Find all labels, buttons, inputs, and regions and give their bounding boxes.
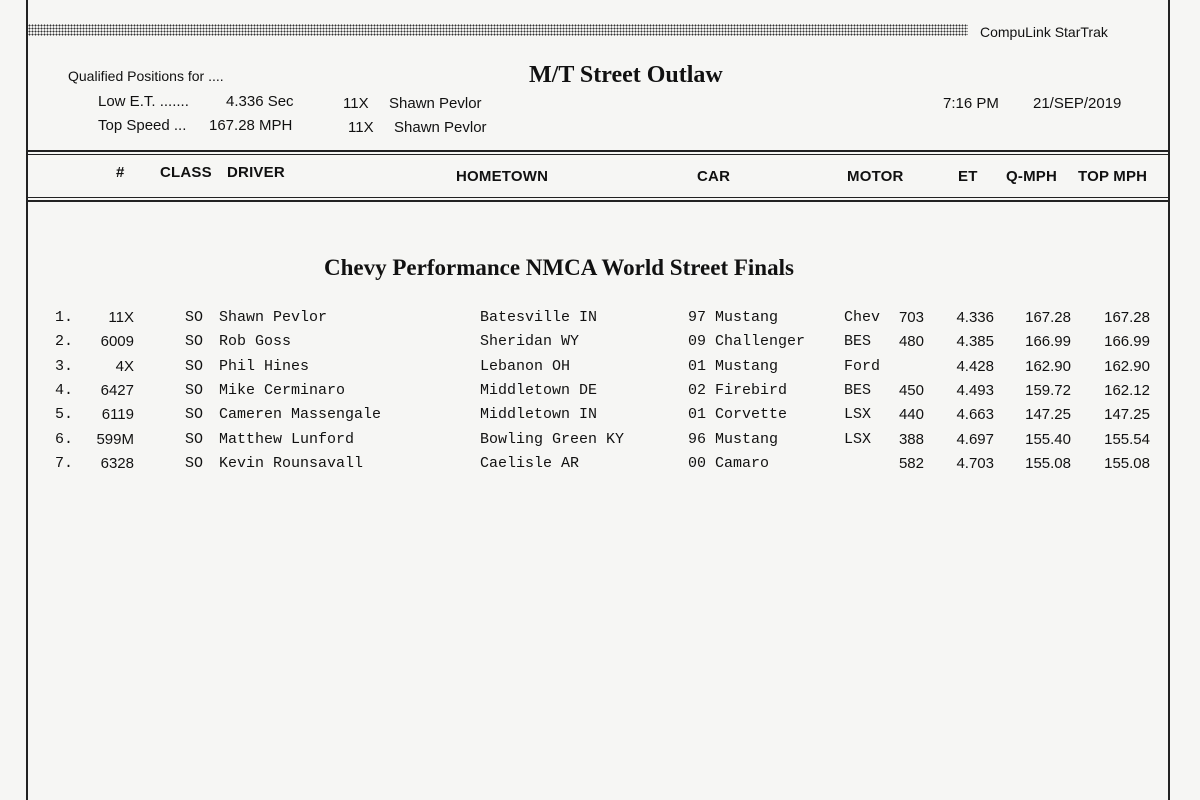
row-hometown: Bowling Green KY [480, 430, 625, 448]
row-position: 6. [55, 430, 74, 448]
row-q-mph: 166.99 [1025, 333, 1071, 351]
report-date: 21/SEP/2019 [1033, 95, 1122, 112]
top-speed-label: Top Speed ... [98, 117, 187, 134]
row-top-mph: 147.25 [1104, 406, 1150, 424]
row-q-mph: 147.25 [1025, 406, 1071, 424]
row-class: SO [185, 381, 204, 399]
row-class: SO [185, 309, 204, 326]
row-position: 3. [55, 357, 74, 375]
low-et-label: Low E.T. ....... [98, 93, 189, 110]
row-motor-number: 440 [898, 406, 924, 424]
col-header-hometown: HOMETOWN [456, 168, 549, 185]
row-class: SO [185, 357, 204, 375]
row-hometown: Batesville IN [480, 309, 598, 326]
row-position: 2. [55, 333, 74, 351]
row-motor: Ford [844, 357, 881, 375]
dotted-rule [28, 24, 968, 36]
row-et: 4.663 [956, 406, 994, 424]
row-driver: Shawn Pevlor [219, 309, 328, 326]
row-position: 7. [55, 454, 74, 472]
col-header-q-mph: Q-MPH [1006, 168, 1057, 185]
row-car: 09 Challenger [688, 333, 806, 351]
qualified-label: Qualified Positions for .... [68, 68, 224, 84]
row-motor-number: 480 [898, 333, 924, 351]
col-header-et: ET [958, 168, 978, 185]
row-et: 4.428 [956, 357, 994, 375]
row-car: 01 Mustang [688, 357, 779, 375]
row-motor: Chev [844, 309, 881, 326]
row-q-mph: 155.08 [1025, 454, 1071, 472]
row-car-number: 11X [108, 309, 134, 326]
row-position: 4. [55, 381, 74, 399]
row-q-mph: 159.72 [1025, 381, 1071, 399]
header-rule-bottom-2 [28, 200, 1168, 202]
row-hometown: Lebanon OH [480, 357, 571, 375]
row-class: SO [185, 333, 204, 351]
row-car-number: 599M [96, 430, 134, 448]
top-speed-value: 167.28 MPH [209, 117, 293, 134]
row-et: 4.385 [956, 333, 994, 351]
row-car: 00 Camaro [688, 454, 770, 472]
row-car-number: 6427 [100, 381, 134, 399]
row-motor: BES [844, 381, 872, 399]
row-car: 01 Corvette [688, 406, 788, 424]
header-rule-top [28, 150, 1168, 152]
row-et: 4.703 [956, 454, 994, 472]
col-header-top-mph: TOP MPH [1078, 168, 1148, 185]
row-top-mph: 155.54 [1104, 430, 1150, 448]
row-hometown: Sheridan WY [480, 333, 580, 351]
low-et-car-number: 11X [343, 95, 369, 112]
report-time: 7:16 PM [943, 95, 999, 112]
row-car-number: 4X [115, 357, 134, 375]
header-rule-bottom [28, 197, 1168, 198]
row-motor-number: 703 [898, 309, 924, 326]
row-top-mph: 167.28 [1104, 309, 1150, 326]
row-car: 02 Firebird [688, 381, 788, 399]
row-hometown: Middletown DE [480, 381, 598, 399]
row-top-mph: 155.08 [1104, 454, 1150, 472]
row-driver: Kevin Rounsavall [219, 454, 364, 472]
col-header-motor: MOTOR [847, 168, 904, 185]
event-title: Chevy Performance NMCA World Street Finals [324, 255, 794, 280]
row-motor-number: 582 [898, 454, 924, 472]
row-top-mph: 166.99 [1104, 333, 1150, 351]
row-class: SO [185, 454, 204, 472]
row-position: 5. [55, 406, 74, 424]
row-driver: Phil Hines [219, 357, 310, 375]
row-driver: Mike Cerminaro [219, 381, 346, 399]
row-et: 4.493 [956, 381, 994, 399]
page-title: M/T Street Outlaw [529, 62, 723, 88]
col-header-number: # [116, 164, 125, 181]
row-q-mph: 155.40 [1025, 430, 1071, 448]
col-header-class: CLASS [160, 164, 212, 181]
row-car-number: 6328 [100, 454, 134, 472]
row-car: 97 Mustang [688, 309, 779, 326]
row-motor: LSX [844, 430, 872, 448]
row-et: 4.697 [956, 430, 994, 448]
row-car-number: 6119 [101, 406, 134, 424]
row-motor: BES [844, 333, 872, 351]
row-et: 4.336 [956, 309, 994, 326]
row-q-mph: 162.90 [1025, 357, 1071, 375]
row-driver: Cameren Massengale [219, 406, 382, 424]
row-position: 1. [55, 309, 74, 326]
row-driver: Matthew Lunford [219, 430, 355, 448]
row-motor-number: 388 [898, 430, 924, 448]
header-rule-top-2 [28, 154, 1168, 155]
top-speed-car-number: 11X [348, 119, 374, 136]
system-label: CompuLink StarTrak [980, 24, 1108, 40]
row-top-mph: 162.12 [1104, 381, 1150, 399]
col-header-car: CAR [697, 168, 731, 185]
col-header-driver: DRIVER [227, 164, 285, 181]
row-hometown: Middletown IN [480, 406, 598, 424]
row-class: SO [185, 406, 204, 424]
row-class: SO [185, 430, 204, 448]
page-border-right [1168, 0, 1170, 800]
page-border-left [26, 0, 28, 800]
top-speed-driver: Shawn Pevlor [394, 119, 487, 136]
row-car: 96 Mustang [688, 430, 779, 448]
row-driver: Rob Goss [219, 333, 292, 351]
row-q-mph: 167.28 [1025, 309, 1071, 326]
low-et-value: 4.336 Sec [226, 93, 294, 110]
row-motor-number: 450 [898, 381, 924, 399]
row-motor: LSX [844, 406, 872, 424]
row-hometown: Caelisle AR [480, 454, 580, 472]
low-et-driver: Shawn Pevlor [389, 95, 482, 112]
row-top-mph: 162.90 [1104, 357, 1150, 375]
row-car-number: 6009 [100, 333, 134, 351]
